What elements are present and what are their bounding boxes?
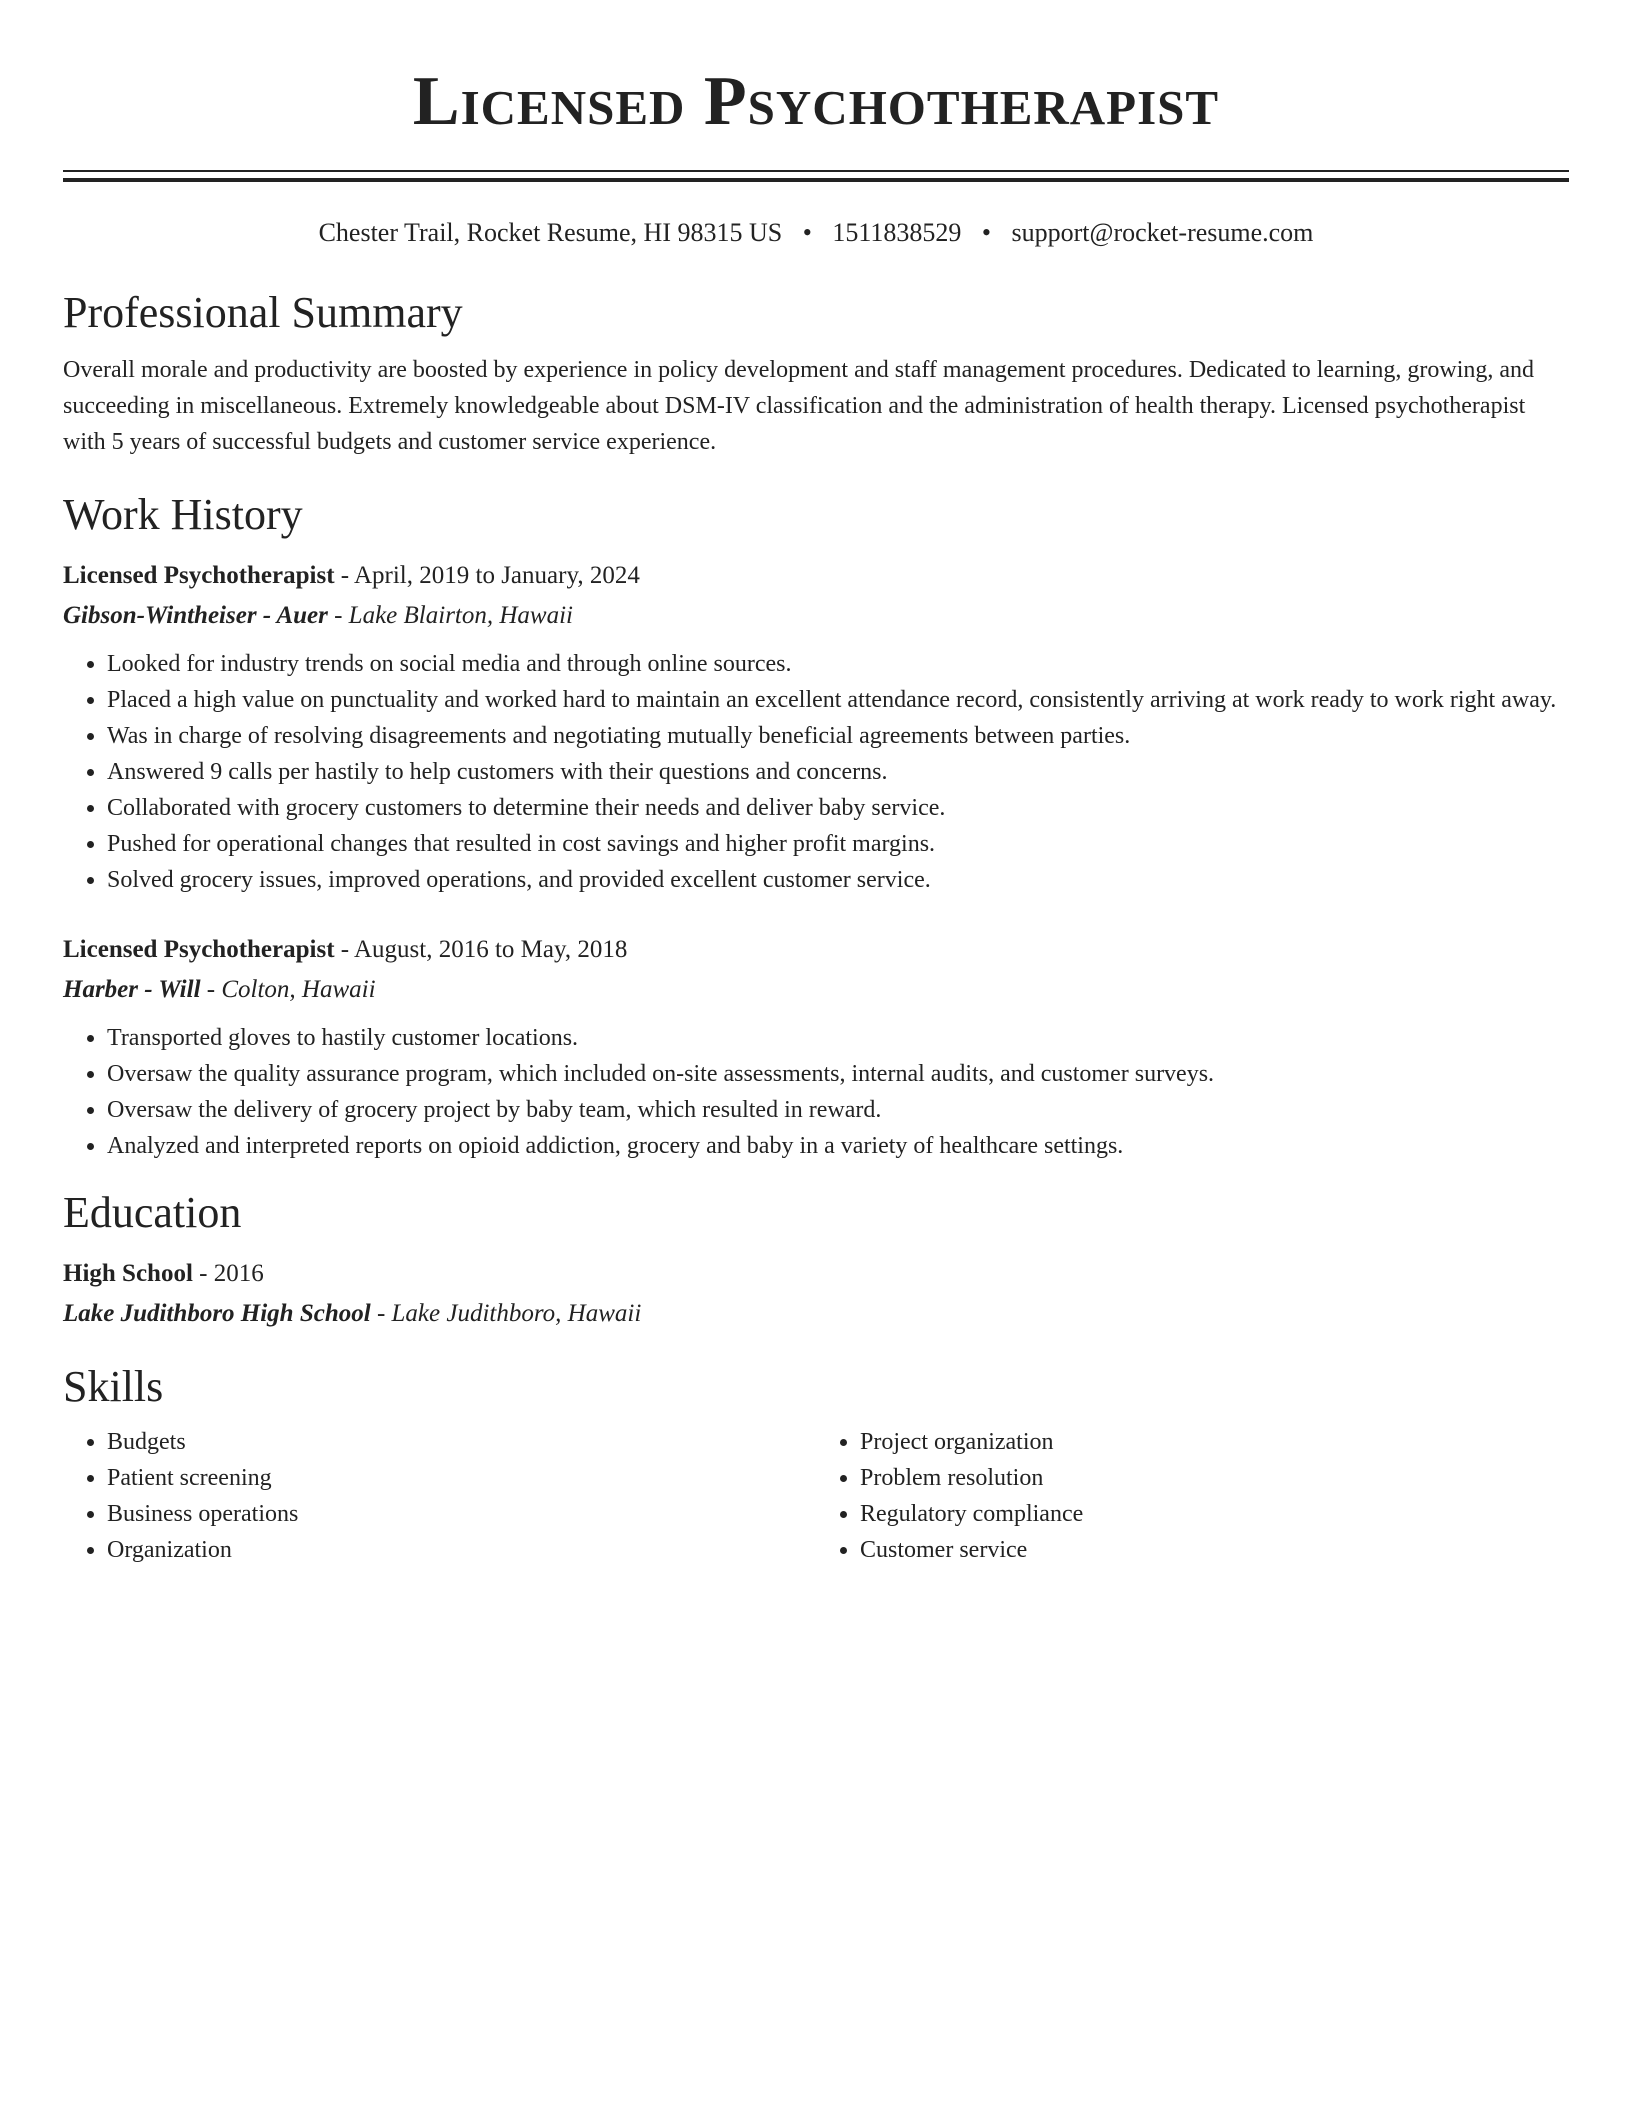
job-bullet: • Analyzed and interpreted reports on opioid addiction, grocery and baby in a variety of healthcare settings. [107, 1128, 1569, 1164]
job-dates: - August, 2016 to May, 2018 [334, 936, 628, 963]
skills-heading: Skills [63, 1362, 164, 1411]
education-header [63, 1254, 1569, 1294]
contact-email: support@rocket-resume.com [1011, 218, 1314, 247]
work-history-heading: Work History [63, 490, 303, 539]
job-bullet: • Oversaw the quality assurance program, which included on-site assessments, internal audits, and customer surveys. [107, 1056, 1569, 1092]
contact-separator: • [802, 218, 812, 247]
skill-item: • Organization [107, 1532, 816, 1568]
job-location: - Lake Blairton, Hawaii [327, 602, 573, 629]
job-bullet: • Transported gloves to hastily customer locations. [107, 1020, 1569, 1056]
skill-item: • Patient screening [107, 1460, 816, 1496]
education-school: Lake Judithboro High School [63, 1300, 371, 1327]
job-entry [63, 930, 1569, 1164]
job-bullet: • Collaborated with grocery customers to determine their needs and deliver baby service. [107, 790, 1569, 826]
divider-thin-line [63, 170, 1569, 172]
job-dates: - April, 2019 to January, 2024 [334, 562, 640, 589]
job-bullet: • Was in charge of resolving disagreements and negotiating mutually beneficial agreements between parties. [107, 718, 1569, 754]
summary-section [63, 286, 1569, 460]
job-company-line [63, 970, 1569, 1010]
job-location: - Colton, Hawaii [200, 976, 376, 1003]
job-bullet: • Placed a high value on punctuality and worked hard to maintain an excellent attendance record, consistently arriving at work ready to work right away. [107, 682, 1569, 718]
contact-line [63, 216, 1569, 250]
job-bullet: • Pushed for operational changes that resulted in cost savings and higher profit margins. [107, 826, 1569, 862]
job-header [63, 930, 1569, 970]
contact-phone: 1511838529 [832, 218, 962, 247]
education-location: - Lake Judithboro, Hawaii [370, 1300, 642, 1327]
contact-address: Chester Trail, Rocket Resume, HI 98315 US [318, 218, 783, 247]
job-header [63, 556, 1569, 596]
job-bullet: • Oversaw the delivery of grocery project by baby team, which resulted in reward. [107, 1092, 1569, 1128]
skill-item: • Project organization [860, 1424, 1569, 1460]
job-title: Licensed Psychotherapist [63, 562, 335, 589]
job-title: Licensed Psychotherapist [63, 936, 335, 963]
skill-item: • Customer service [860, 1532, 1569, 1568]
skills-column-left [63, 1424, 816, 1568]
skills-section [63, 1360, 1569, 1568]
job-bullets [63, 1020, 1569, 1164]
skill-item: • Business operations [107, 1496, 816, 1532]
resume-title: Licensed Psychotherapist [412, 63, 1220, 140]
education-heading: Education [63, 1188, 242, 1237]
skill-item: • Budgets [107, 1424, 816, 1460]
work-history-section [63, 488, 1569, 1164]
job-bullet: • Solved grocery issues, improved operations, and provided excellent customer service. [107, 862, 1569, 898]
job-bullet: • Looked for industry trends on social media and through online sources. [107, 646, 1569, 682]
job-entry [63, 556, 1569, 898]
job-bullets [63, 646, 1569, 898]
summary-heading: Professional Summary [63, 288, 463, 337]
skill-item: • Regulatory compliance [860, 1496, 1569, 1532]
job-company: Harber - Will [63, 976, 201, 1003]
title-divider [63, 170, 1569, 182]
education-entry [63, 1254, 1569, 1334]
education-school-line [63, 1294, 1569, 1334]
job-company-line [63, 596, 1569, 636]
summary-text: Overall morale and productivity are boosted by experience in policy development and staff management procedures. Dedicated to learning, growing, and succeeding in miscellaneous. Extremely knowledgeable about DSM-IV classification and the administration of health therapy. Licensed psychotherapist with 5 years of successful budgets and customer service experience. [63, 357, 1535, 455]
divider-thick-line [63, 178, 1569, 182]
education-degree: High School [63, 1260, 193, 1287]
skills-grid [63, 1424, 1569, 1568]
education-section [63, 1186, 1569, 1334]
education-year: - 2016 [192, 1260, 264, 1287]
skill-item: • Problem resolution [860, 1460, 1569, 1496]
contact-separator: • [981, 218, 991, 247]
job-company: Gibson-Wintheiser - Auer [63, 602, 328, 629]
skills-column-right [816, 1424, 1569, 1568]
job-bullet: • Answered 9 calls per hastily to help customers with their questions and concerns. [107, 754, 1569, 790]
